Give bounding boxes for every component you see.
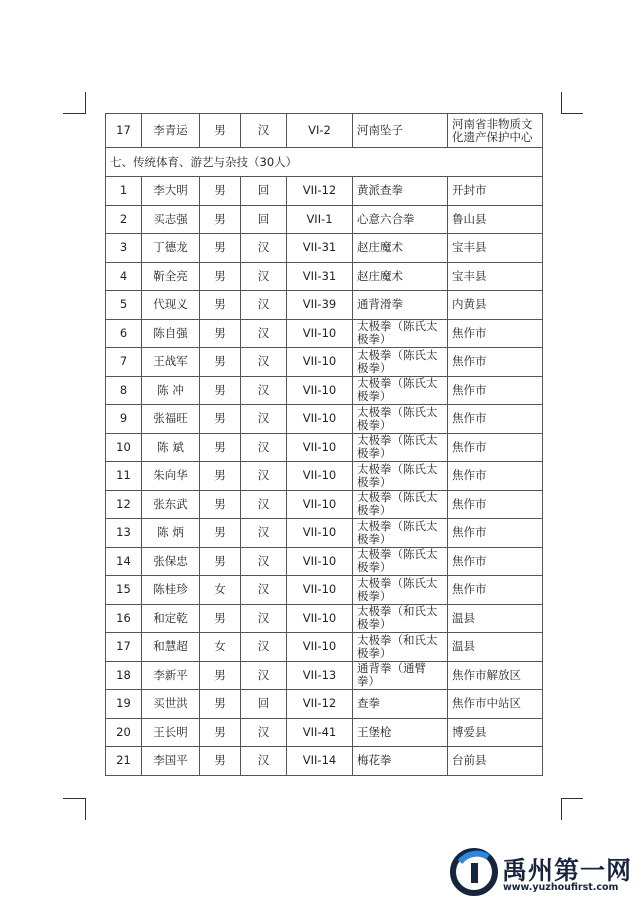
cell-ethnicity: 汉 (241, 462, 287, 491)
table-row (106, 205, 543, 234)
cell-gender: 男 (200, 462, 241, 491)
cell-code: VII-10 (287, 519, 353, 548)
cell-region: 焦作市中站区 (448, 690, 543, 719)
cell-no: 4 (106, 262, 142, 291)
cell-name: 王长明 (142, 718, 200, 747)
cell-gender: 女 (200, 633, 241, 662)
cell-gender: 男 (200, 690, 241, 719)
cell-ethnicity: 汉 (241, 376, 287, 405)
cell-no: 8 (106, 376, 142, 405)
cell-name: 李新平 (142, 661, 200, 690)
cell-name: 代现义 (142, 291, 200, 320)
cell-code: VII-1 (287, 205, 353, 234)
cell-no: 10 (106, 433, 142, 462)
cell-code: VII-10 (287, 633, 353, 662)
cell-region: 焦作市 (448, 319, 543, 348)
cell-project: 太极拳（陈氏太极拳） (353, 576, 448, 605)
cell-name: 朱向华 (142, 462, 200, 491)
cell-gender: 男 (200, 519, 241, 548)
cell-code: VII-31 (287, 234, 353, 263)
cell-name: 买世洪 (142, 690, 200, 719)
cell-region: 焦作市解放区 (448, 661, 543, 690)
table-row (106, 234, 543, 263)
table-row (106, 114, 543, 148)
cell-no: 9 (106, 405, 142, 434)
cell-name: 陈 冲 (142, 376, 200, 405)
cell-gender: 男 (200, 319, 241, 348)
cell-code: VII-10 (287, 576, 353, 605)
cell-gender: 男 (200, 348, 241, 377)
cell-ethnicity: 汉 (241, 519, 287, 548)
cell-no: 19 (106, 690, 142, 719)
cell-ethnicity: 汉 (241, 747, 287, 776)
table-row (106, 262, 543, 291)
cell-ethnicity: 汉 (241, 262, 287, 291)
cell-region: 焦作市 (448, 462, 543, 491)
cell-name: 李青运 (142, 114, 200, 148)
table-row (106, 177, 543, 206)
cell-no: 16 (106, 604, 142, 633)
cell-name: 张福旺 (142, 405, 200, 434)
section-title: 七、传统体育、游艺与杂技（30人） (106, 148, 543, 177)
cell-project: 太极拳（陈氏太极拳） (353, 519, 448, 548)
cell-code: VII-31 (287, 262, 353, 291)
watermark-logo (450, 848, 633, 898)
cell-no: 15 (106, 576, 142, 605)
cell-name: 李国平 (142, 747, 200, 776)
cell-code: VII-12 (287, 177, 353, 206)
cell-ethnicity: 汉 (241, 348, 287, 377)
cell-code: VII-39 (287, 291, 353, 320)
cell-code: VII-41 (287, 718, 353, 747)
cell-ethnicity: 汉 (241, 718, 287, 747)
cell-gender: 男 (200, 376, 241, 405)
table-row (106, 405, 543, 434)
cell-code: VII-10 (287, 376, 353, 405)
cell-ethnicity: 汉 (241, 291, 287, 320)
logo-title: 禹州第一网 (502, 856, 633, 885)
cell-no: 5 (106, 291, 142, 320)
table-row (106, 376, 543, 405)
table-row (106, 462, 543, 491)
cell-ethnicity: 汉 (241, 114, 287, 148)
cell-code: VII-10 (287, 433, 353, 462)
cell-no: 6 (106, 319, 142, 348)
cell-project: 河南坠子 (353, 114, 448, 148)
cell-code: VII-10 (287, 405, 353, 434)
cell-region: 焦作市 (448, 576, 543, 605)
cell-project: 太极拳（陈氏太极拳） (353, 348, 448, 377)
cell-ethnicity: 回 (241, 690, 287, 719)
cell-ethnicity: 回 (241, 205, 287, 234)
cell-no: 13 (106, 519, 142, 548)
inheritors-table (105, 113, 543, 776)
cell-gender: 女 (200, 576, 241, 605)
table-row (106, 690, 543, 719)
table-row (106, 490, 543, 519)
cell-project: 太极拳（陈氏太极拳） (353, 376, 448, 405)
cell-project: 太极拳（和氏太极拳） (353, 633, 448, 662)
cell-no: 14 (106, 547, 142, 576)
table-row (106, 576, 543, 605)
cell-project: 赵庄魔术 (353, 234, 448, 263)
cell-project: 王堡枪 (353, 718, 448, 747)
cell-gender: 男 (200, 234, 241, 263)
table-row (106, 547, 543, 576)
cell-code: VI-2 (287, 114, 353, 148)
cell-gender: 男 (200, 661, 241, 690)
cell-region: 博爱县 (448, 718, 543, 747)
section-header-row (106, 148, 543, 177)
cell-ethnicity: 汉 (241, 604, 287, 633)
cell-name: 陈桂珍 (142, 576, 200, 605)
cell-gender: 男 (200, 205, 241, 234)
cell-code: VII-10 (287, 462, 353, 491)
cell-code: VII-12 (287, 690, 353, 719)
cell-project: 太极拳（和氏太极拳） (353, 604, 448, 633)
cell-region: 内黄县 (448, 291, 543, 320)
cell-ethnicity: 汉 (241, 633, 287, 662)
cell-region: 温县 (448, 604, 543, 633)
cell-region: 焦作市 (448, 405, 543, 434)
table-row (106, 519, 543, 548)
cell-ethnicity: 汉 (241, 576, 287, 605)
logo-mark-icon (450, 848, 498, 896)
cell-code: VII-14 (287, 747, 353, 776)
cell-region: 温县 (448, 633, 543, 662)
cell-no: 18 (106, 661, 142, 690)
cell-project: 查拳 (353, 690, 448, 719)
cell-ethnicity: 汉 (241, 319, 287, 348)
cell-code: VII-10 (287, 348, 353, 377)
cell-region: 宝丰县 (448, 262, 543, 291)
cell-name: 丁德龙 (142, 234, 200, 263)
cell-project: 黄派查拳 (353, 177, 448, 206)
cell-code: VII-13 (287, 661, 353, 690)
table-row (106, 633, 543, 662)
cell-project: 心意六合拳 (353, 205, 448, 234)
cell-region: 焦作市 (448, 490, 543, 519)
cell-code: VII-10 (287, 547, 353, 576)
table-row (106, 348, 543, 377)
cell-region: 鲁山县 (448, 205, 543, 234)
cell-ethnicity: 汉 (241, 433, 287, 462)
table-row (106, 433, 543, 462)
cell-region: 焦作市 (448, 519, 543, 548)
cell-name: 陈自强 (142, 319, 200, 348)
cell-name: 和定乾 (142, 604, 200, 633)
cell-ethnicity: 汉 (241, 405, 287, 434)
cell-ethnicity: 汉 (241, 547, 287, 576)
cell-region: 开封市 (448, 177, 543, 206)
cell-gender: 男 (200, 262, 241, 291)
cell-name: 李大明 (142, 177, 200, 206)
cell-no: 1 (106, 177, 142, 206)
cell-project: 通背滑拳 (353, 291, 448, 320)
cell-project: 通背拳（通臂拳） (353, 661, 448, 690)
table-row (106, 319, 543, 348)
cell-region: 焦作市 (448, 348, 543, 377)
cell-gender: 男 (200, 114, 241, 148)
cell-ethnicity: 汉 (241, 234, 287, 263)
cell-no: 17 (106, 633, 142, 662)
cell-no: 7 (106, 348, 142, 377)
cell-name: 靳全亮 (142, 262, 200, 291)
cell-no: 21 (106, 747, 142, 776)
logo-url: www.yuzhoufirst.com (503, 882, 619, 893)
cell-region: 宝丰县 (448, 234, 543, 263)
cell-name: 买志强 (142, 205, 200, 234)
cell-no: 17 (106, 114, 142, 148)
cell-gender: 男 (200, 490, 241, 519)
cell-project: 太极拳（陈氏太极拳） (353, 490, 448, 519)
cell-region: 焦作市 (448, 433, 543, 462)
table-row (106, 291, 543, 320)
table-row (106, 661, 543, 690)
cell-gender: 男 (200, 291, 241, 320)
cell-gender: 男 (200, 547, 241, 576)
cell-name: 张保忠 (142, 547, 200, 576)
table-row (106, 718, 543, 747)
cell-gender: 男 (200, 405, 241, 434)
cell-ethnicity: 汉 (241, 490, 287, 519)
cell-gender: 男 (200, 747, 241, 776)
cell-gender: 男 (200, 718, 241, 747)
cell-project: 太极拳（陈氏太极拳） (353, 462, 448, 491)
table-row (106, 604, 543, 633)
cell-no: 11 (106, 462, 142, 491)
cell-region: 台前县 (448, 747, 543, 776)
cell-code: VII-10 (287, 604, 353, 633)
cell-region: 焦作市 (448, 547, 543, 576)
cell-ethnicity: 汉 (241, 661, 287, 690)
cell-code: VII-10 (287, 490, 353, 519)
cell-region: 焦作市 (448, 376, 543, 405)
cell-no: 2 (106, 205, 142, 234)
cell-name: 陈 斌 (142, 433, 200, 462)
cell-region: 河南省非物质文化遗产保护中心 (448, 114, 543, 148)
cell-name: 王战军 (142, 348, 200, 377)
cell-no: 3 (106, 234, 142, 263)
cell-name: 陈 炳 (142, 519, 200, 548)
cell-project: 赵庄魔术 (353, 262, 448, 291)
cell-name: 张东武 (142, 490, 200, 519)
cell-gender: 男 (200, 433, 241, 462)
cell-gender: 男 (200, 604, 241, 633)
cell-code: VII-10 (287, 319, 353, 348)
table-row (106, 747, 543, 776)
cell-project: 太极拳（陈氏太极拳） (353, 319, 448, 348)
cell-no: 12 (106, 490, 142, 519)
cell-project: 太极拳（陈氏太极拳） (353, 405, 448, 434)
cell-ethnicity: 回 (241, 177, 287, 206)
cell-gender: 男 (200, 177, 241, 206)
cell-name: 和慧超 (142, 633, 200, 662)
cell-project: 梅花拳 (353, 747, 448, 776)
cell-project: 太极拳（陈氏太极拳） (353, 433, 448, 462)
cell-project: 太极拳（陈氏太极拳） (353, 547, 448, 576)
cell-no: 20 (106, 718, 142, 747)
